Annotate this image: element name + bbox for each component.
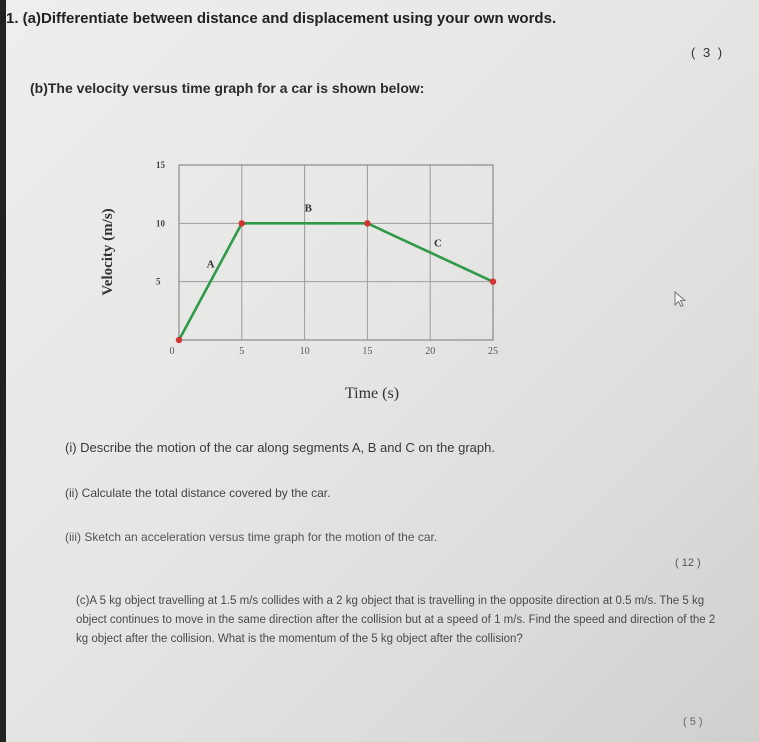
y-axis-label: Velocity (m/s) (100, 208, 116, 296)
x-tick-label: 25 (488, 346, 498, 357)
question-1c-marks: ( 5 ) (683, 716, 703, 728)
x-tick-label: 5 (239, 346, 245, 357)
question-1a-text: 1. (a)Differentiate between distance and displacement using your own words. (6, 10, 557, 27)
question-1a-marks: ( 3 ) (691, 45, 725, 60)
x-tick-labels (170, 346, 499, 357)
question-1c-text: (c)A 5 kg object travelling at 1.5 m/s collides with a 2 kg object that is travelling in the opposite direction at 0.5 m/s. The 5 kg object continues to move in the same direction after the collision but at a speed of 1 m/s. Find the speed and direction of the 2 kg object after the collision. What is the momentum of the 5 kg object after the collision? (76, 595, 716, 645)
mouse-cursor-icon (672, 290, 688, 308)
segment-label-a: A (206, 258, 215, 271)
segment-label-c: C (433, 237, 442, 250)
data-point (239, 220, 245, 226)
question-b-i-text: (i) Describe the motion of the car along segments A, B and C on the graph. (65, 440, 495, 455)
y-tick-label: 10 (156, 218, 165, 229)
x-tick-label: 10 (299, 346, 310, 357)
data-point (490, 278, 496, 284)
question-b-iii-text: (iii) Sketch an acceleration versus time graph for the motion of the car. (65, 530, 438, 544)
segment-label-b: B (304, 202, 312, 215)
x-tick-label: 15 (362, 346, 373, 357)
x-axis-label: Time (s) (344, 385, 400, 402)
question-b-ii-text: (ii) Calculate the total distance covered by the car. (65, 486, 331, 500)
y-tick-label: 15 (156, 160, 165, 170)
x-tick-label: 20 (425, 346, 436, 357)
data-point (364, 220, 370, 226)
y-tick-label: 5 (156, 276, 161, 287)
question-1b-text: (b)The velocity versus time graph for a car is shown below: (30, 80, 425, 96)
question-1b-marks: ( 12 ) (675, 557, 701, 569)
x-tick-label: 0 (169, 346, 175, 357)
y-tick-labels (156, 160, 166, 287)
data-point (176, 337, 182, 343)
